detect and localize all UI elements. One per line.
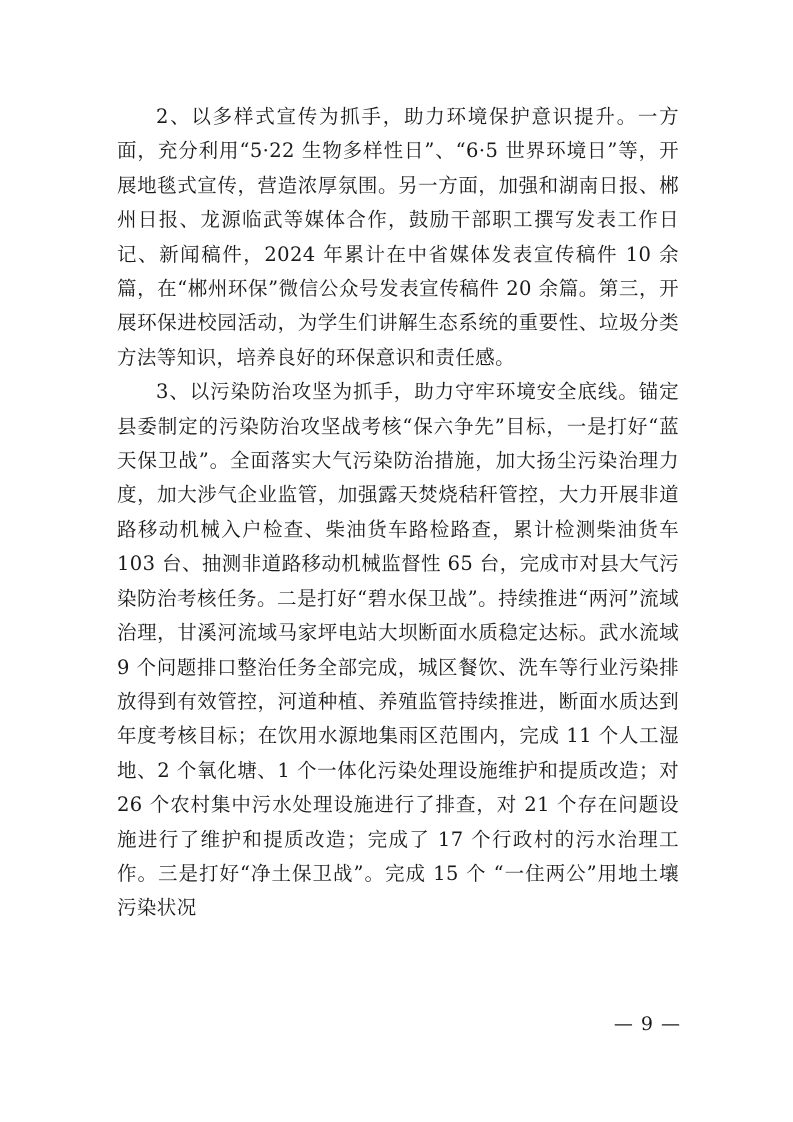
body-text xyxy=(117,100,679,926)
page-number: — 9 — xyxy=(613,1013,681,1035)
paragraph-publicity: 2、以多样式宣传为抓手，助力环境保护意识提升。一方面，充分利用“5·22 生物多样性日”、“6·5 世界环境日”等，开展地毯式宣传，营造浓厚氛围。另一方面，加强和湖南日报、郴州日报、龙源临武等媒体合作，鼓励干部职工撰写发表工作日记、新闻稿件，2024 年累计在中省媒体发表宣传稿件 10 余篇，在“郴州环保”微信公众号发表宣传稿件 20 余篇。第三，开展环保进校园活动，为学生们讲解生态系统的重要性、垃圾分类方法等知识，培养良好的环保意识和责任感。 xyxy=(117,105,679,369)
paragraph-pollution-control: 3、以污染防治攻坚为抓手，助力守牢环境安全底线。锚定县委制定的污染防治攻坚战考核“保六争先”目标，一是打好“蓝天保卫战”。全面落实大气污染防治措施，加大扬尘污染治理力度，加大涉气企业监管，加强露天焚烧秸秆管控，大力开展非道路移动机械入户检查、柴油货车路检路查，累计检测柴油货车 103 台、抽测非道路移动机械监督性 65 台，完成市对县大气污染防治考核任务。二是打好“碧水保卫战”。持续推进“两河”流域治理，甘溪河流域马家坪电站大坝断面水质稳定达标。武水流域 9 个问题排口整治任务全部完成，城区餐饮、洗车等行业污染排放得到有效管控，河道种植、养殖监管持续推进，断面水质达到年度考核目标；在饮用水源地集雨区范围内，完成 11 个人工湿地、2 个氧化塘、1 个一体化污染处理设施维护和提质改造；对 26 个农村集中污水处理设施进行了排查，对 21 个存在问题设施进行了维护和提质改造；完成了 17 个行政村的污水治理工作。三是打好“净土保卫战”。完成 15 个 “一住两公”用地土壤污染状况 xyxy=(117,380,679,920)
